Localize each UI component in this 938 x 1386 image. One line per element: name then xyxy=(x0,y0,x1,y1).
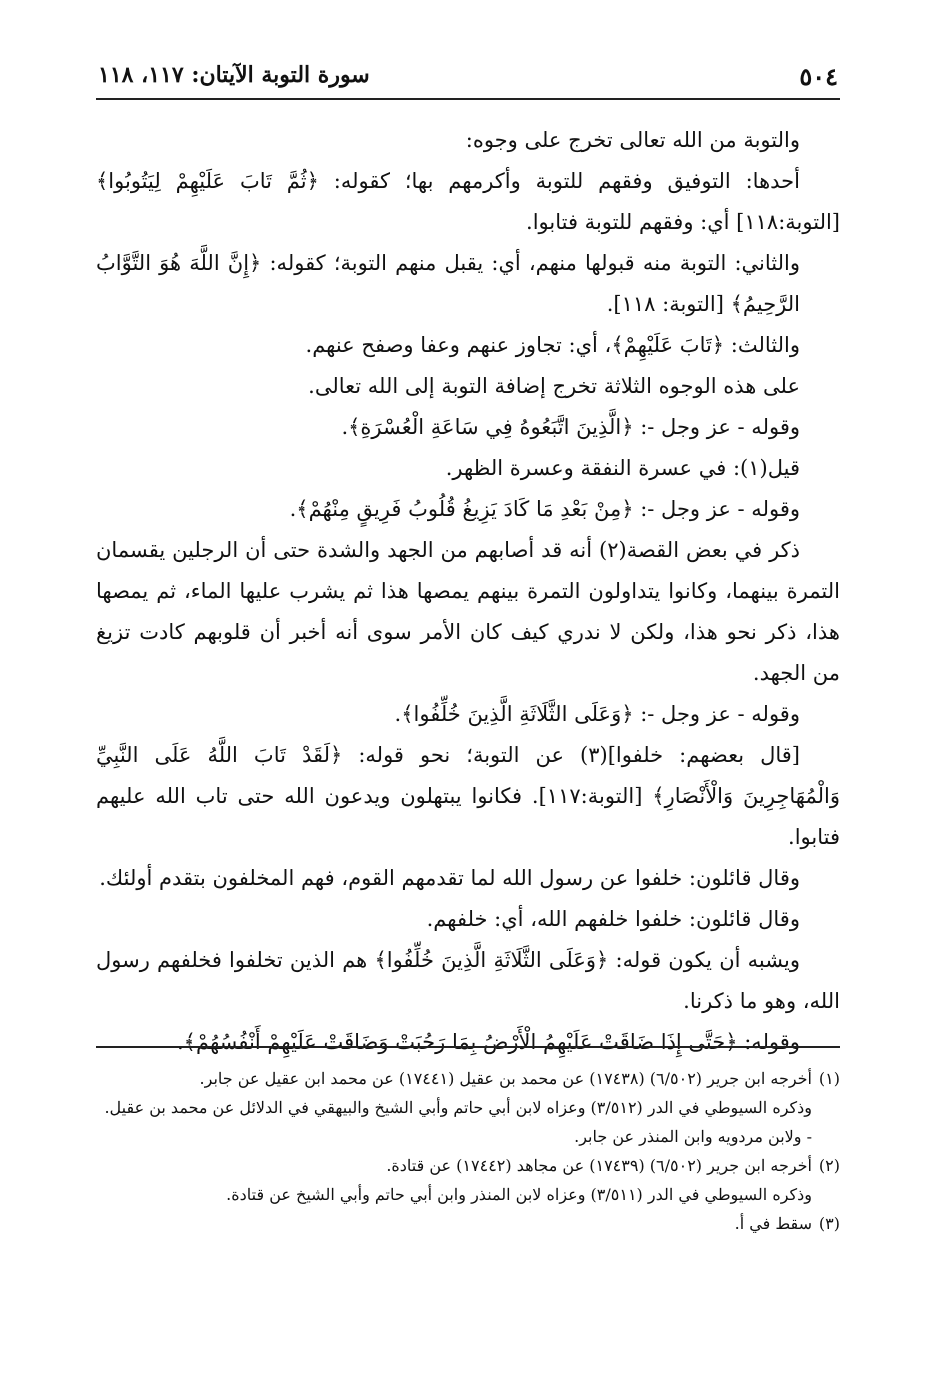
footnote xyxy=(96,1122,840,1151)
page-number: ٥٠٤ xyxy=(799,62,838,91)
body-paragraph: وقال قائلون: خلفوا خلفهم الله، أي: خلفهم. xyxy=(426,907,800,931)
body-text xyxy=(96,120,840,1063)
footnote-text: وذكره السيوطي في الدر (٣/٥١٢) وعزاه لابن أبي حاتم وأبي الشيخ والبيهقي في الدلائل عن محمد بن عقيل. xyxy=(104,1098,812,1117)
page-header xyxy=(96,58,840,100)
footnotes xyxy=(96,1064,840,1238)
footnote-text: سقط في أ. xyxy=(734,1214,812,1233)
footnote-separator xyxy=(96,1046,840,1048)
body-paragraph: على هذه الوجوه الثلاثة تخرج إضافة التوبة إلى الله تعالى. xyxy=(308,374,800,398)
footnote-number: (٣) xyxy=(818,1214,840,1233)
body-paragraph: [قال بعضهم: خلفوا](٣) عن التوبة؛ نحو قوله: ﴿لَقَدْ تَابَ اللَّهُ عَلَى النَّبِيِّ وَالْمُهَاجِرِينَ وَالْأَنْصَارِ﴾ [التوبة:١١٧]. فكانوا يبتهلون ويدعون الله حتى تاب الله عليهم فتابوا. xyxy=(96,743,841,849)
footnote-text: أخرجه ابن جرير (٦/٥٠٢) (١٧٤٣٩) عن مجاهد (١٧٤٤٢) عن قتادة. xyxy=(386,1156,812,1175)
body-paragraph: وقال قائلون: خلفوا عن رسول الله لما تقدمهم القوم، فهم المخلفون بتقدم أولئك. xyxy=(99,866,800,890)
body-paragraph: قيل(١): في عسرة النفقة وعسرة الظهر. xyxy=(445,456,800,480)
footnote-text: - ولابن مردويه وابن المنذر عن جابر. xyxy=(574,1127,812,1146)
footnote-number: (٢) xyxy=(818,1156,840,1175)
body-paragraph: ذكر في بعض القصة(٢) أنه قد أصابهم من الجهد والشدة حتى أن الرجلين يقسمان التمرة بينهما، وكانوا يتداولون التمرة بينهم يمصها هذا ثم يشرب عليها الماء، ثم يمصها هذا، ذكر نحو هذا، ولكن لا ندري كيف كان الأمر سوى أنه أخبر أن قلوبهم كادت تزيغ من الجهد. xyxy=(96,538,840,685)
body-paragraph: أحدها: التوفيق وفقهم للتوبة وأكرمهم بها؛ كقوله: ﴿ثُمَّ تَابَ عَلَيْهِمْ لِيَتُوبُوا﴾ [التوبة:١١٨] أي: وفقهم للتوبة فتابوا. xyxy=(96,169,840,234)
body-paragraph: وقوله - عز وجل -: ﴿مِنْ بَعْدِ مَا كَادَ يَزِيغُ قُلُوبُ فَرِيقٍ مِنْهُمْ﴾. xyxy=(289,497,800,521)
body-paragraph: والتوبة من الله تعالى تخرج على وجوه: xyxy=(465,128,800,152)
footnote-number: (١) xyxy=(818,1069,840,1088)
footnote xyxy=(96,1151,840,1180)
body-paragraph: والثاني: التوبة منه قبولها منهم، أي: يقبل منهم التوبة؛ كقوله: ﴿إِنَّ اللَّهَ هُوَ التَّوَّابُ الرَّحِيمُ﴾ [التوبة: ١١٨]. xyxy=(96,251,800,316)
footnote xyxy=(96,1209,840,1238)
footnote xyxy=(96,1180,840,1209)
running-title: سورة التوبة الآيتان: ١١٧، ١١٨ xyxy=(98,62,370,88)
body-paragraph: والثالث: ﴿تَابَ عَلَيْهِمْ﴾، أي: تجاوز عنهم وعفا وصفح عنهم. xyxy=(305,333,800,357)
body-paragraph: وقوله - عز وجل -: ﴿الَّذِينَ اتَّبَعُوهُ فِي سَاعَةِ الْعُسْرَةِ﴾. xyxy=(341,415,800,439)
body-paragraph: ويشبه أن يكون قوله: ﴿وَعَلَى الثَّلَاثَةِ الَّذِينَ خُلِّفُوا﴾ هم الذين تخلفوا فخلفهم رسول الله، وهو ما ذكرنا. xyxy=(96,948,840,1013)
footnote-text: وذكره السيوطي في الدر (٣/٥١١) وعزاه لابن المنذر وابن أبي حاتم وأبي الشيخ عن قتادة. xyxy=(226,1185,812,1204)
footnote xyxy=(96,1064,840,1093)
footnote xyxy=(96,1093,840,1122)
body-paragraph: وقوله - عز وجل -: ﴿وَعَلَى الثَّلَاثَةِ الَّذِينَ خُلِّفُوا﴾. xyxy=(394,702,800,726)
body-paragraph: وقوله: ﴿حَتَّى إِذَا ضَاقَتْ عَلَيْهِمُ الْأَرْضُ بِمَا رَحُبَتْ وَضَاقَتْ عَلَيْهِمْ أَنْفُسُهُمْ﴾. xyxy=(176,1030,800,1054)
footnote-text: أخرجه ابن جرير (٦/٥٠٢) (١٧٤٣٨) عن محمد بن عقيل (١٧٤٤١) عن محمد ابن عقيل عن جابر. xyxy=(199,1069,812,1088)
